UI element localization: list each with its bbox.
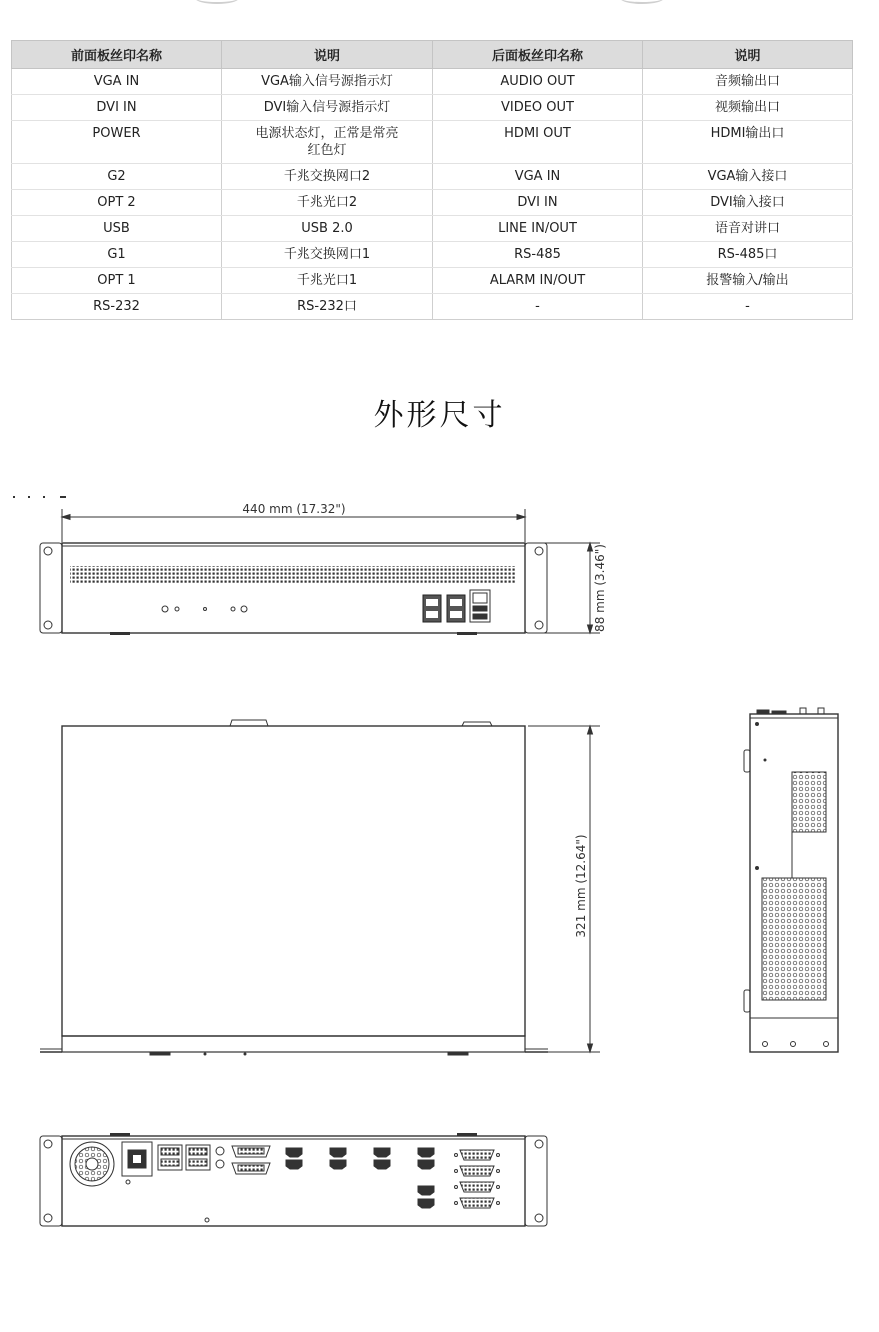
rear-desc-cell: RS-485口 (643, 242, 853, 268)
front-desc-cell: 千兆交换网口1 (222, 242, 433, 268)
front-desc-cell: RS-232口 (222, 294, 433, 320)
rear-desc-cell: DVI输入接口 (643, 190, 853, 216)
header-front-desc: 说明 (222, 41, 433, 69)
rear-desc-cell: 音频输出口 (643, 69, 853, 95)
front-label-cell: OPT 1 (12, 268, 222, 294)
front-desc-cell: 千兆光口2 (222, 190, 433, 216)
rear-label-cell: VGA IN (433, 164, 643, 190)
width-label: 440 mm (17.32") (242, 502, 346, 516)
front-desc-cell: 千兆交换网口2 (222, 164, 433, 190)
header-rear-desc: 说明 (643, 41, 853, 69)
rear-label-cell: VIDEO OUT (433, 95, 643, 121)
rear-view-drawing (40, 1133, 547, 1226)
front-desc-cell: 电源状态灯，正常是常亮红色灯 (222, 121, 433, 164)
front-label-cell: DVI IN (12, 95, 222, 121)
front-view-drawing (40, 509, 600, 635)
rear-label-cell: - (433, 294, 643, 320)
rear-desc-cell: - (643, 294, 853, 320)
rear-label-cell: AUDIO OUT (433, 69, 643, 95)
front-label-cell: VGA IN (12, 69, 222, 95)
corner-marks (13, 496, 66, 498)
front-label-cell: G1 (12, 242, 222, 268)
rear-desc-cell: 报警输入/输出 (643, 268, 853, 294)
rear-label-cell: ALARM IN/OUT (433, 268, 643, 294)
front-label-cell: POWER (12, 121, 222, 164)
front-label-cell: RS-232 (12, 294, 222, 320)
rear-label-cell: RS-485 (433, 242, 643, 268)
header-rear-label: 后面板丝印名称 (433, 41, 643, 69)
height-label: 88 mm (3.46") (593, 544, 607, 632)
header-front-label: 前面板丝印名称 (12, 41, 222, 69)
front-desc-cell: VGA输入信号源指示灯 (222, 69, 433, 95)
rear-label-cell: LINE IN/OUT (433, 216, 643, 242)
rear-desc-cell: VGA输入接口 (643, 164, 853, 190)
front-label-cell: OPT 2 (12, 190, 222, 216)
side-view-drawing (744, 708, 838, 1052)
front-desc-cell: DVI输入信号源指示灯 (222, 95, 433, 121)
section-title: 外形尺寸 (373, 398, 506, 433)
rear-desc-cell: HDMI输出口 (643, 121, 853, 164)
rear-label-cell: HDMI OUT (433, 121, 643, 164)
rear-desc-cell: 视频输出口 (643, 95, 853, 121)
front-label-cell: G2 (12, 164, 222, 190)
top-view-drawing (40, 720, 600, 1055)
depth-label: 321 mm (12.64") (574, 834, 588, 938)
front-desc-cell: 千兆光口1 (222, 268, 433, 294)
rear-desc-cell: 语音对讲口 (643, 216, 853, 242)
rear-label-cell: DVI IN (433, 190, 643, 216)
front-desc-cell: USB 2.0 (222, 216, 433, 242)
front-label-cell: USB (12, 216, 222, 242)
